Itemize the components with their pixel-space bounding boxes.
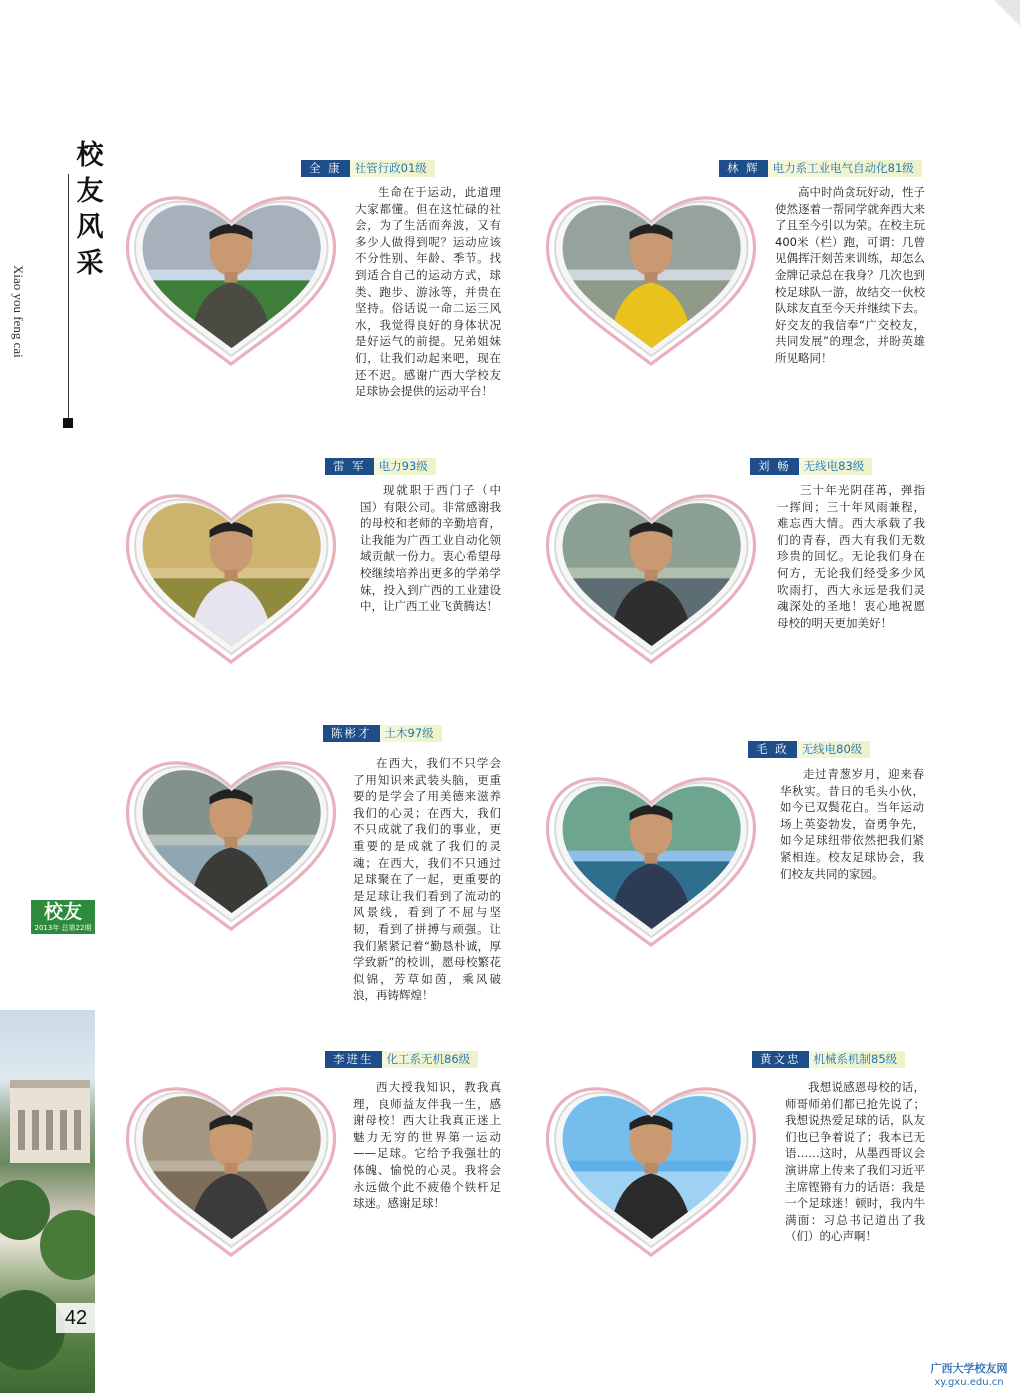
profile-tag — [719, 160, 922, 177]
watermark-site-name: 广西大学校友网 — [930, 1362, 1008, 1375]
campus-building — [10, 1080, 90, 1163]
profile-name: 陈彬才 — [323, 725, 380, 742]
profile-department: 无线电83级 — [799, 458, 873, 475]
profile-text: 高中时尚贪玩好动，性子使然逐着一帮同学就奔西大来了且至今引以为荣。在校主玩400米（栏）跑，可谓：几曾见偶挥汗刻苦来训练，却怎么金牌记录总在我身？几次也到校足球队一游，故结交一伙校队球友直至今天并继续下去。好交友的我信奉“广交校友，共同发展”的理念，并盼英雄所见略同！ — [775, 185, 925, 365]
sidebar-square-marker — [63, 418, 73, 428]
profile-name: 刘 畅 — [750, 458, 799, 475]
magazine-issue: 2013年 总第22期 — [34, 924, 92, 932]
profile-name: 毛 政 — [748, 741, 797, 758]
profile-department: 电力93级 — [374, 458, 436, 475]
heart-photo-frame — [533, 753, 769, 959]
watermark-url: xy.gxu.edu.cn — [934, 1377, 1004, 1388]
campus-tree — [40, 1210, 95, 1280]
heart-photo-frame — [533, 1063, 769, 1269]
profile-text: 西大授我知识，教我真理，良师益友伴我一生，感谢母校！西大让我真正迷上魅力无穷的世界第一运动——足球。它给予我强壮的体魄、愉悦的心灵。我将会永远做个此不疲倦个铁杆足球迷。感谢足球！ — [353, 1080, 501, 1211]
magazine-label — [31, 900, 95, 934]
profile-tag — [323, 725, 442, 742]
profile-tag — [325, 458, 436, 475]
profile-name: 全 康 — [301, 160, 350, 177]
profile-department: 无线电80级 — [797, 741, 871, 758]
section-title-char: 采 — [76, 248, 104, 279]
profile-text: 三十年光阴荏苒，弹指一挥间；三十年风雨兼程，难忘西大情。西大承载了我们的青春，西大有我们无数珍贵的回忆。无论我们身在何方，无论我们经受多少风吹雨打，西大永远是我们灵魂深处的圣地！衷心地祝愿母校的明天更加美好！ — [777, 483, 925, 630]
section-pinyin: Xiao you feng cai — [11, 265, 26, 358]
page-corner-fold — [994, 0, 1020, 26]
profile-text: 在西大，我们不只学会了用知识来武装头脑，更重要的是学会了用美德来滋养我们的心灵；在西大，我们不只成就了我们的事业，更重要的是成就了我们的灵魂；在西大，我们不只通过足球聚在了一起，更重要的是足球让我们看到了流动的风景线，看到了不屈与坚韧，看到了拼搏与顽强。让我们紧紧记着“勤恳朴诚，厚学致新”的校训，愿母校繁花似锦，芳草如茵，乘风破浪，再铸辉煌！ — [353, 756, 501, 1003]
magazine-name: 校友 — [43, 901, 82, 923]
section-title-char: 风 — [76, 212, 104, 243]
profile-department: 机械系机制85级 — [809, 1051, 906, 1068]
profile-name: 雷 军 — [325, 458, 374, 475]
sidebar-rule — [68, 174, 69, 424]
profile-tag — [752, 1051, 905, 1068]
heart-photo-frame — [533, 172, 769, 378]
heart-photo-frame — [113, 470, 349, 676]
profile-tag — [748, 741, 870, 758]
profile-department: 化工系无机86级 — [382, 1051, 479, 1068]
heart-photo-frame — [113, 172, 349, 378]
profile-department: 电力系工业电气自动化81级 — [768, 160, 922, 177]
profile-department: 土木97级 — [380, 725, 442, 742]
section-title-char: 友 — [76, 176, 104, 207]
heart-photo-frame — [113, 1063, 349, 1269]
profile-name: 黄文忠 — [752, 1051, 809, 1068]
profile-tag — [325, 1051, 478, 1068]
site-watermark — [924, 1362, 1014, 1389]
profile-department: 社管行政01级 — [350, 160, 435, 177]
section-title-char: 校 — [76, 140, 104, 171]
page-number: 42 — [56, 1303, 96, 1333]
heart-photo-frame — [113, 737, 349, 943]
heart-photo-frame — [533, 470, 769, 676]
profile-tag — [750, 458, 872, 475]
profile-tag — [301, 160, 435, 177]
profile-text: 生命在于运动，此道理大家都懂。但在这忙碌的社会，为了生活而奔波，又有多少人做得到呢？运动应该不分性别、年龄、季节。找到适合自己的运动方式，球类、跑步、游泳等，并贵在坚持。俗话说一命二运三风水，我觉得良好的身体状况是好运气的前提。兄弟姐妹们，让我们动起来吧，现在还不迟。感谢广西大学校友足球协会提供的运动平台！ — [355, 185, 501, 399]
campus-photo-strip — [0, 1010, 95, 1393]
profile-name: 李进生 — [325, 1051, 382, 1068]
profile-name: 林 辉 — [719, 160, 768, 177]
profile-text: 现就职于西门子（中国）有限公司。非常感谢我的母校和老师的辛勤培育，让我能为广西工业自动化领域贡献一份力。衷心希望母校继续培养出更多的学弟学妹，投入到广西的工业建设中，让广西工业飞黄腾达！ — [360, 483, 501, 614]
profile-text: 走过青葱岁月，迎来春华秋实。昔日的毛头小伙，如今已双鬓花白。当年运动场上英姿勃发，奋勇争先，如今足球纽带依然把我们紧紧相连。校友足球协会，我们校友共同的家园。 — [780, 767, 924, 881]
profile-text: 我想说感恩母校的话，师哥师弟们都已抢先说了；我想说热爱足球的话，队友们也已争着说了；我本已无语……这时，从墨西哥议会演讲席上传来了我们习近平主席铿锵有力的话语：我是一个足球迷！顿时，我内牛满面：习总书记道出了我（们）的心声啊！ — [785, 1080, 925, 1244]
section-title — [70, 138, 110, 282]
